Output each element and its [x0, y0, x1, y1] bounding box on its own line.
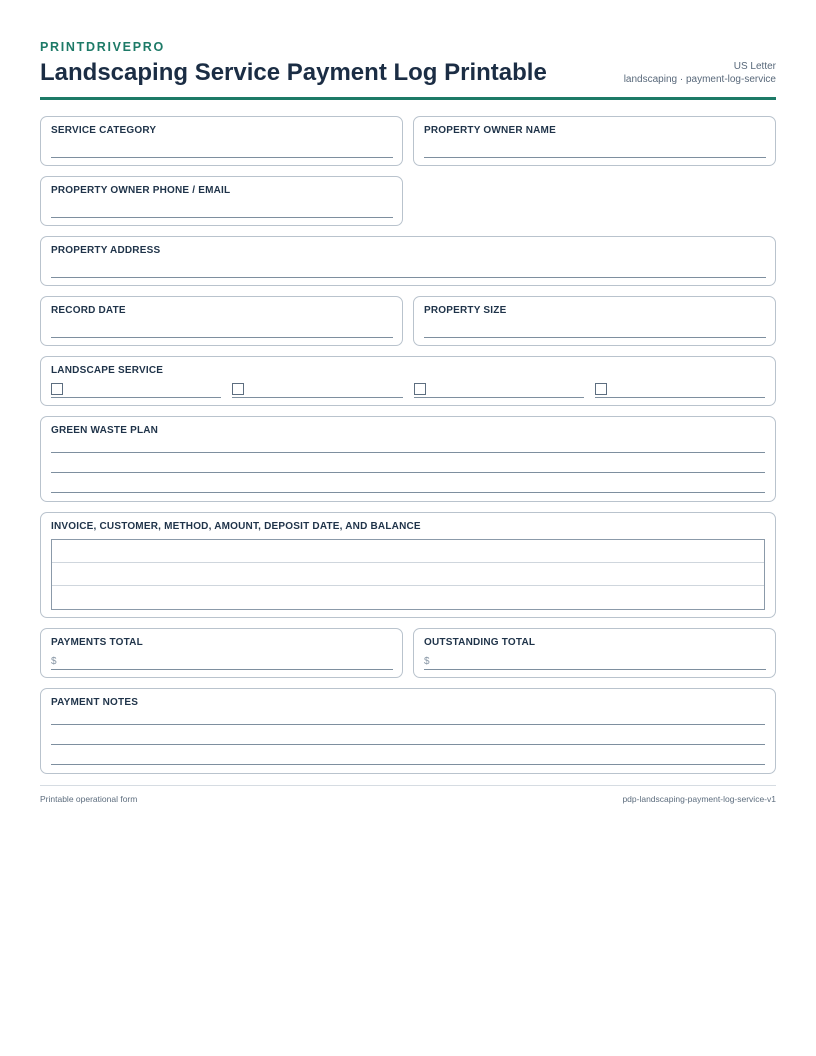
payments-total-field[interactable] — [40, 628, 403, 678]
invoice-table — [51, 539, 765, 610]
payment-notes-label: PAYMENT NOTES — [51, 697, 139, 708]
checkbox[interactable] — [414, 383, 426, 395]
green-waste-plan-field[interactable] — [40, 416, 776, 502]
table-row[interactable] — [52, 540, 764, 563]
paper-size: US Letter — [733, 61, 776, 72]
property-owner-name-line[interactable] — [424, 157, 766, 158]
record-date-line[interactable] — [51, 337, 393, 338]
record-date-field[interactable] — [40, 296, 403, 346]
landscape-service-option-2[interactable] — [232, 382, 402, 398]
service-category-label: SERVICE CATEGORY — [51, 125, 157, 136]
property-address-field[interactable] — [40, 236, 776, 286]
green-waste-plan-line-3[interactable] — [51, 492, 765, 493]
green-waste-plan-label: GREEN WASTE PLAN — [51, 425, 159, 436]
green-waste-plan-line-2[interactable] — [51, 472, 765, 473]
form-page — [40, 40, 776, 774]
property-size-field[interactable] — [413, 296, 776, 346]
service-category-field[interactable] — [40, 116, 403, 166]
property-size-label: PROPERTY SIZE — [424, 305, 507, 316]
property-size-line[interactable] — [424, 337, 766, 338]
invoice-table-label: INVOICE, CUSTOMER, METHOD, AMOUNT, DEPOSIT DATE, AND BALANCE — [51, 521, 421, 532]
form-row-9 — [40, 688, 776, 774]
payment-notes-line-1[interactable] — [51, 724, 765, 725]
green-waste-plan-line-1[interactable] — [51, 452, 765, 453]
outstanding-total-field[interactable] — [413, 628, 776, 678]
currency-symbol: $ — [424, 656, 430, 667]
form-row-6 — [40, 416, 776, 502]
page-title: Landscaping Service Payment Log Printable — [40, 59, 547, 86]
payments-total-line[interactable] — [51, 669, 393, 670]
property-address-line[interactable] — [51, 277, 766, 278]
invoice-table-field — [40, 512, 776, 618]
owner-contact-field[interactable] — [40, 176, 403, 226]
landscape-service-option-4[interactable] — [595, 382, 765, 398]
payment-notes-line-3[interactable] — [51, 764, 765, 765]
form-row-5 — [40, 356, 776, 406]
record-date-label: RECORD DATE — [51, 305, 126, 316]
checkbox[interactable] — [51, 383, 63, 395]
landscape-service-option-1[interactable] — [51, 382, 221, 398]
header-row — [40, 54, 776, 87]
owner-contact-line[interactable] — [51, 217, 393, 218]
form-tags: landscaping · payment-log-service — [623, 74, 776, 85]
form-row-7 — [40, 512, 776, 618]
checkbox[interactable] — [595, 383, 607, 395]
form-version-id: pdp-landscaping-payment-log-service-v1 — [622, 794, 776, 804]
property-owner-name-field[interactable] — [413, 116, 776, 166]
owner-contact-label: PROPERTY OWNER PHONE / EMAIL — [51, 185, 231, 196]
form-row-1 — [40, 116, 776, 166]
landscape-service-field — [40, 356, 776, 406]
landscape-service-option-3[interactable] — [414, 382, 584, 398]
form-row-3 — [40, 236, 776, 286]
payments-total-label: PAYMENTS TOTAL — [51, 637, 143, 648]
outstanding-total-line[interactable] — [424, 669, 766, 670]
header-meta — [624, 60, 776, 86]
table-row[interactable] — [52, 563, 764, 586]
outstanding-total-label: OUTSTANDING TOTAL — [424, 637, 536, 648]
checkbox[interactable] — [232, 383, 244, 395]
payment-notes-line-2[interactable] — [51, 744, 765, 745]
brand-name: PRINTDRIVEPRO — [40, 40, 165, 54]
service-category-line[interactable] — [51, 157, 393, 158]
currency-symbol: $ — [51, 656, 57, 667]
table-row[interactable] — [52, 586, 764, 609]
page-footer — [40, 785, 776, 804]
footer-description: Printable operational form — [40, 794, 138, 804]
header-rule — [40, 97, 776, 100]
property-owner-name-label: PROPERTY OWNER NAME — [424, 125, 556, 136]
form-row-8 — [40, 628, 776, 678]
landscape-service-label: LANDSCAPE SERVICE — [51, 365, 164, 376]
landscape-service-options — [51, 382, 765, 398]
form-row-2 — [40, 176, 776, 226]
form-row-4 — [40, 296, 776, 346]
property-address-label: PROPERTY ADDRESS — [51, 245, 161, 256]
payment-notes-field[interactable] — [40, 688, 776, 774]
